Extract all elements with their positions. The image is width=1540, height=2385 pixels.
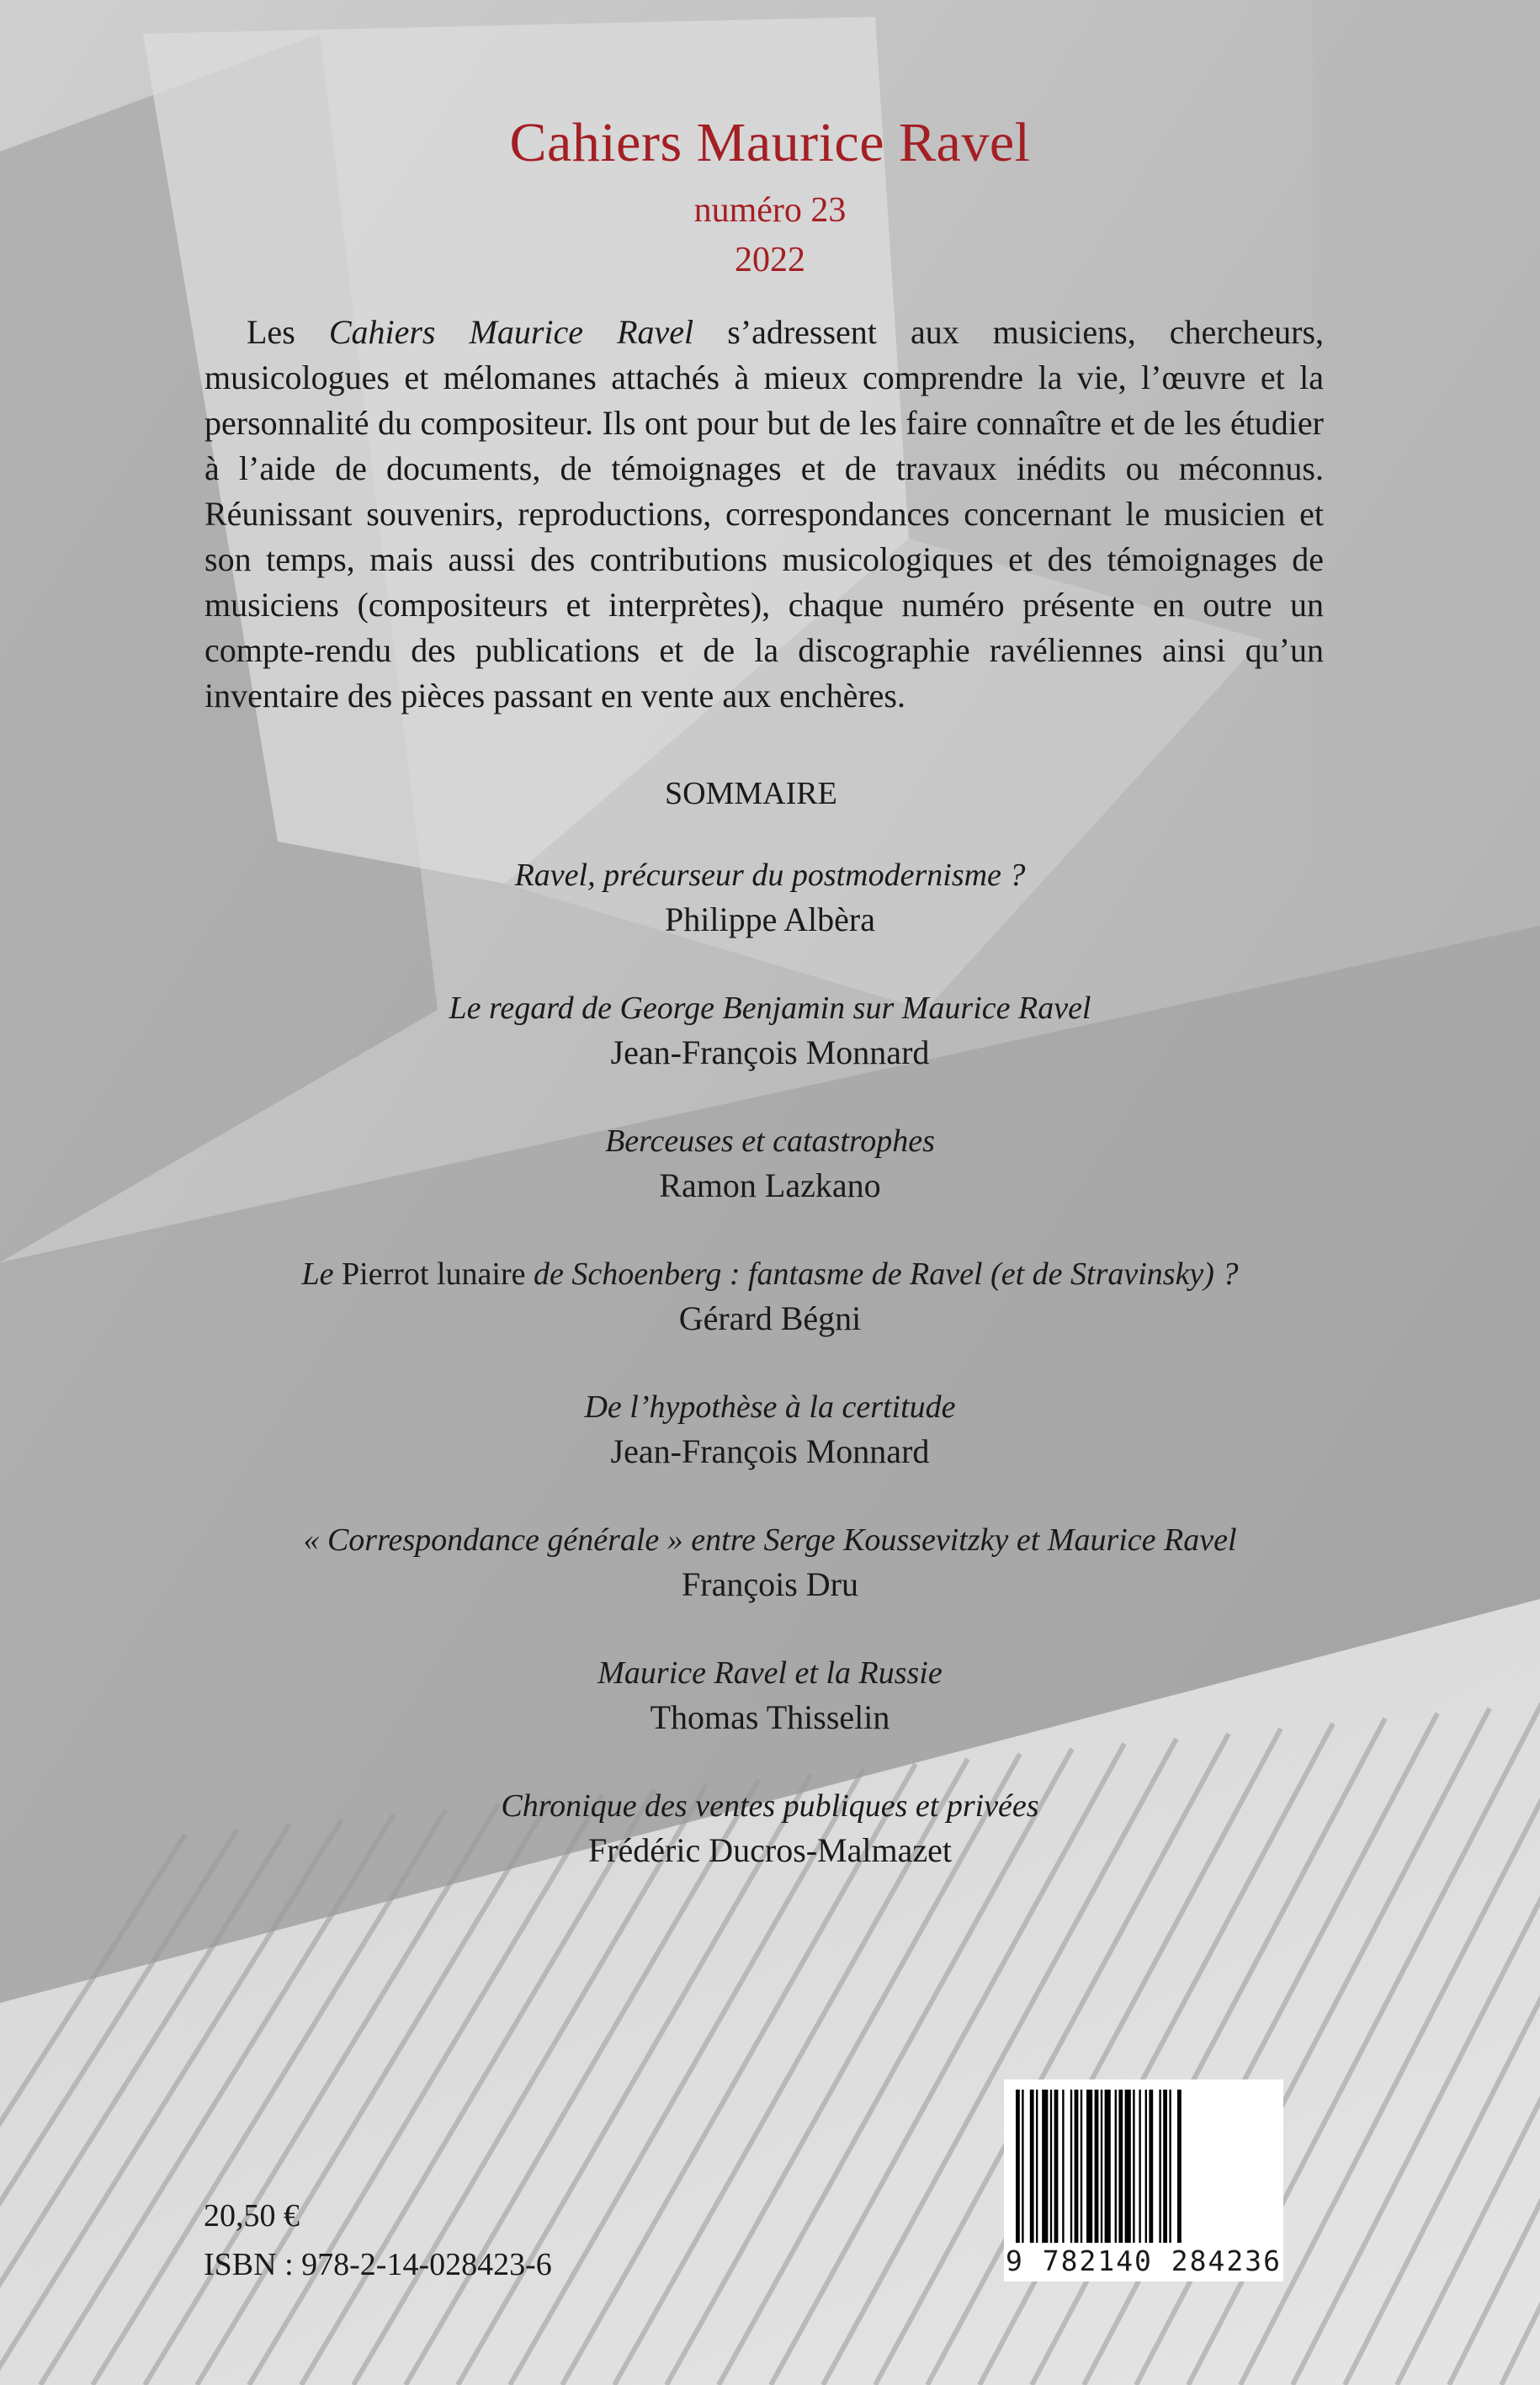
toc-entry-title: Berceuses et catastrophes <box>605 1123 935 1159</box>
barcode-bar <box>1177 2090 1182 2243</box>
barcode-bar <box>1115 2090 1117 2243</box>
barcode-bar <box>1159 2090 1160 2243</box>
toc-entry-title: De l’hypothèse à la certitude <box>584 1389 956 1425</box>
toc-entry <box>0 1651 1540 1784</box>
barcode-bar <box>1145 2090 1147 2243</box>
barcode-bar <box>1081 2090 1082 2243</box>
toc-entry <box>0 1119 1540 1252</box>
isbn-barcode <box>1004 2080 1283 2281</box>
barcode-bar <box>1101 2090 1102 2243</box>
barcode-bar <box>1036 2090 1038 2243</box>
barcode-bar <box>1050 2090 1052 2243</box>
barcode-bar <box>1086 2090 1092 2243</box>
toc-entry <box>0 1784 1540 1917</box>
toc-entry-author: Philippe Albèra <box>665 900 875 938</box>
barcode-bar <box>1095 2090 1099 2243</box>
toc-entry <box>0 1252 1540 1385</box>
toc-entry-title-suffix: de Schoenberg : fantasme de Ravel (et de Stravinsky) ? <box>525 1256 1239 1292</box>
barcode-bar <box>1070 2090 1072 2243</box>
toc-entry <box>0 986 1540 1119</box>
barcode-bar <box>1125 2090 1131 2243</box>
issue-year: 2022 <box>735 241 805 279</box>
toc-entry <box>0 1518 1540 1651</box>
barcode-bar <box>1163 2090 1167 2243</box>
barcode-bar <box>1042 2090 1048 2243</box>
toc-entry-author: Ramon Lazkano <box>659 1166 881 1204</box>
price: 20,50 € <box>204 2198 300 2234</box>
description-paragraph <box>204 310 1324 719</box>
toc-entry <box>0 1385 1540 1518</box>
sommaire-heading: SOMMAIRE <box>665 776 837 811</box>
toc-entry-title-prefix: Le <box>301 1256 343 1292</box>
journal-title: Cahiers Maurice Ravel <box>509 112 1031 173</box>
barcode-bar <box>1105 2090 1111 2243</box>
description-lead: Les <box>247 313 329 351</box>
barcode-bar <box>1133 2090 1134 2243</box>
barcode-bar <box>1030 2090 1034 2243</box>
toc-entry-author: Thomas Thisselin <box>650 1698 890 1736</box>
barcode-bars <box>1004 2080 1283 2248</box>
table-of-contents <box>0 853 1540 1917</box>
toc-entry-author: Jean-François Monnard <box>610 1432 930 1470</box>
toc-entry-title: Chronique des ventes publiques et privées <box>501 1788 1039 1824</box>
toc-entry-author: Gérard Bégni <box>678 1299 862 1337</box>
barcode-bar <box>1075 2090 1079 2243</box>
barcode-bar <box>1054 2090 1059 2243</box>
barcode-bar <box>1169 2090 1171 2243</box>
description-body: s’adressent aux musiciens, chercheurs, musicologues et mélomanes attachés à mieux comprendre la vie, l’œuvre et la personnalité du compositeur. Ils ont pour but de les faire connaître et de les étudier à l’aide de documents, de témoignages et de travaux inédits ou méconnus. Réunissant souvenirs, reproductions, correspondances concernant le musicien et son temps, mais aussi des contributions musicologiques et des témoignages de musiciens (compositeurs et interprètes), chaque numéro présente en outre un compte-rendu des publications et de la discographie ravéliennes ainsi qu’un inventaire des pièces passant en vente aux enchères. <box>204 313 1325 714</box>
description-series-title: Cahiers Maurice Ravel <box>328 313 694 351</box>
barcode-bar <box>1139 2090 1140 2243</box>
toc-entry-title: « Correspondance générale » entre Serge Koussevitzky et Maurice Ravel <box>303 1522 1237 1558</box>
barcode-bar <box>1118 2090 1123 2243</box>
toc-entry-title: Le regard de George Benjamin sur Maurice Ravel <box>449 991 1091 1026</box>
issue-number: numéro 23 <box>693 191 847 230</box>
toc-entry-title <box>0 1252 1540 1296</box>
barcode-bar <box>1022 2090 1023 2243</box>
barcode-digits: 9 782140 284236 <box>1005 2244 1282 2277</box>
barcode-bar <box>1062 2090 1064 2243</box>
toc-entry-author: Jean-François Monnard <box>610 1033 930 1071</box>
barcode-bar <box>1016 2090 1020 2243</box>
toc-entry-title: Maurice Ravel et la Russie <box>597 1655 943 1691</box>
toc-entry-author: Frédéric Ducros-Malmazet <box>587 1831 953 1869</box>
toc-entry-title: Ravel, précurseur du postmodernisme ? <box>514 858 1026 893</box>
toc-entry-author: François Dru <box>682 1565 858 1603</box>
toc-entry-title-work: Pierrot lunaire <box>342 1256 526 1292</box>
isbn: ISBN : 978-2-14-028423-6 <box>204 2247 552 2282</box>
toc-entry <box>0 853 1540 986</box>
barcode-bar <box>1149 2090 1153 2243</box>
